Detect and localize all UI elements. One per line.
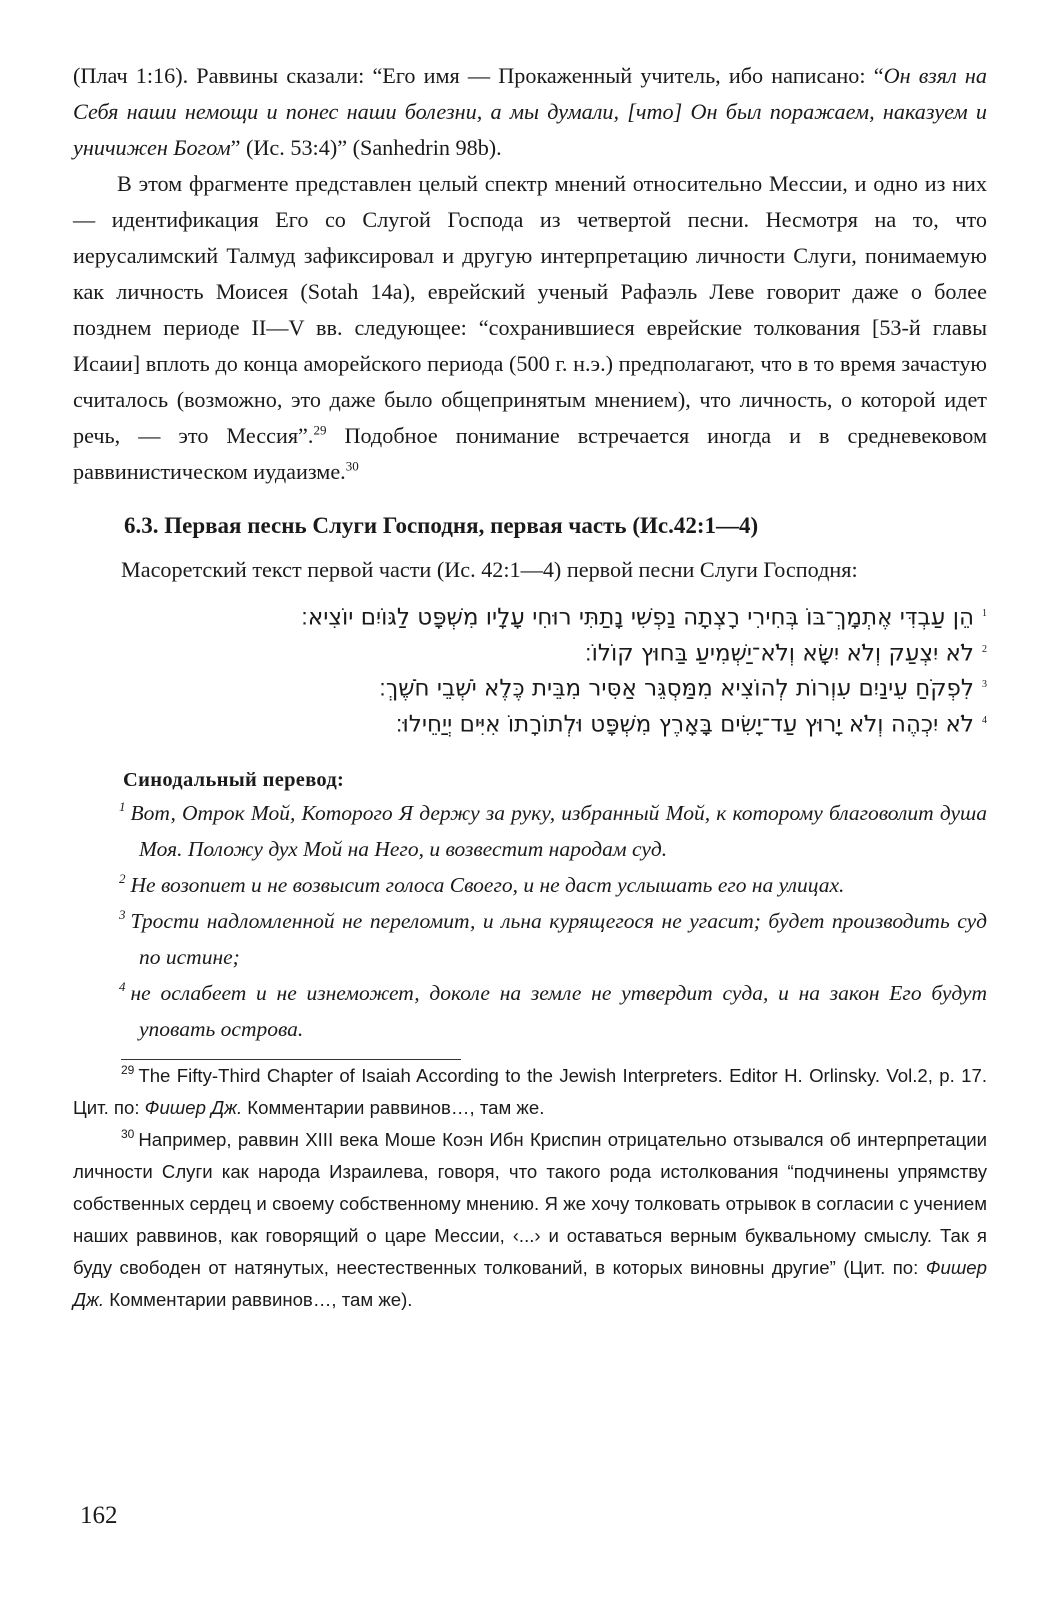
paragraph-1: [73, 58, 987, 166]
verse-text: Вот, Отрок Мой, Которого Я держу за руку, избранный Мой, к которому благоволит душа Моя. Положу дух Мой на Него, и возвестит народам суд.: [130, 800, 987, 861]
hebrew-verse-number: 2: [982, 643, 987, 655]
verse-text: Не возопиет и не возвысит голоса Своего, и не даст услышать его на улицах.: [130, 872, 845, 897]
footnote-author: Фишер Дж.: [73, 1256, 987, 1310]
verse-number: 3: [119, 907, 126, 923]
hebrew-verse-text: הֵן עַבְדִּי אֶתְמָךְ־בּוֹ בְּחִירִי רָצְתָה נַפְשִׁי נָתַתִּי רוּחִי עָלָיו מִשְׁפָּט לַגּוֹיִם יוֹצִיא׃: [301, 604, 974, 631]
footnote-number: 30: [121, 1127, 135, 1142]
verse-text: Трости надломленной не переломит, и льна курящегося не угасит; будет производить суд по истине;: [130, 908, 987, 969]
synodal-verse-2: [73, 867, 987, 903]
verse-number: 2: [119, 871, 126, 887]
hebrew-verse-text: לֹא יִכְהֶה וְלֹא יָרוּץ עַד־יָשִׂים בָּאָרֶץ מִשְׁפָּט וּלְתוֹרָתוֹ אִיִּים יְיַחֵילוּ׃: [395, 711, 974, 738]
intro-text: Масоретский текст первой части (Ис. 42:1—4) первой песни Слуги Господня:: [121, 557, 858, 582]
hebrew-text: [73, 598, 987, 741]
verse-number: 4: [119, 979, 126, 995]
footnote-text-end: Комментарии раввинов…, там же).: [104, 1288, 413, 1310]
hebrew-verse-number: 4: [982, 714, 987, 726]
verse-text: не ослабеет и не изнеможет, доколе на земле не утвердит суда, и на закон Его будут уповать острова.: [130, 980, 987, 1041]
footnote-ref-30[interactable]: 30: [345, 458, 359, 474]
footnote-number: 29: [121, 1063, 135, 1078]
footnote-29: [73, 1060, 987, 1124]
page-number: 162: [80, 1502, 118, 1529]
page-body: [73, 58, 987, 1316]
synodal-heading: Синодальный перевод:: [123, 768, 345, 791]
section-heading: 6.3. Первая песнь Слуги Господня, первая часть (Ис.42:1—4): [124, 513, 759, 538]
para1-text-a: (Плач 1:16). Раввины сказали: “Его имя — Прокаженный учитель, ибо написано: “: [73, 63, 884, 88]
para2-text: В этом фрагменте представлен целый спектр мнений относительно Мессии, и одно из них — идентификация Его со Слугой Господа из четвертой песни. Несмотря на то, что иерусалимский Талмуд зафиксировал и другую интерпретацию личности Слуги, понимаемую как личность Моисея (Sotah 14a), еврейский ученый Рафаэль Леве говорит даже о более позднем периоде II—V вв. следующее: “сохранившиеся еврейские толкования [53-й главы Исаии] вплоть до конца аморейского периода (500 г. н.э.) предполагают, что в то время зачастую считалось (возможно, это даже было общепринятым мнением), что личность, о которой идет речь, — это Мессия”.: [73, 171, 987, 448]
footnote-ref-29[interactable]: 29: [313, 422, 327, 438]
footnote-text: Например, раввин XIII века Моше Коэн Ибн Криспин отрицательно отзывался об интерпретации личности Слуги как народа Израилева, говоря, что такого рода истолкования “подчинены упрямству собственных сердец и своему собственному мнению. Я же хочу толковать отрывок в согласии с учением наших раввинов, как говорящий о царе Мессии, ‹...› и оставаться верным буквальному смыслу. Так я буду свободен от натянутых, неестественных толкований, в которых виновны другие” (Цит. по:: [73, 1128, 987, 1278]
footnote-30: [73, 1124, 987, 1316]
para1-quote: Он взял на Себя наши немощи и понес наши болезни, а мы думали, [что] Он был поражаем, наказуем и уничижен Богом: [73, 63, 987, 160]
hebrew-verse-4: [73, 705, 987, 741]
para1-text-c: ” (Ис. 53:4)” (Sanhedrin 98b).: [230, 135, 502, 160]
verse-number: 1: [119, 799, 126, 815]
hebrew-verse-1: [73, 598, 987, 634]
hebrew-verse-2: [73, 634, 987, 670]
para2-text-2: Подобное понимание встречается иногда и в средневековом раввинистическом иудаизме.: [73, 423, 987, 484]
hebrew-verse-text: לִפְקֹחַ עֵינַיִם עִוְרוֹת לְהוֹצִיא מִמַּסְגֵּר אַסִּיר מִבֵּית כֶּלֶא יֹשְׁבֵי חֹשֶׁךְ׃: [379, 675, 974, 702]
hebrew-verse-text: לֹא יִצְעַק וְלֹא יִשָּׂא וְלֹא־יַשְׁמִיעַ בַּחוּץ קוֹלוֹ׃: [584, 640, 974, 667]
footnote-author: Фишер Дж.: [144, 1096, 243, 1118]
hebrew-verse-3: [73, 669, 987, 705]
hebrew-verse-number: 1: [982, 608, 987, 619]
synodal-verse-3: [73, 903, 987, 975]
footnote-text-end: Комментарии раввинов…, там же.: [242, 1096, 545, 1118]
synodal-verse-4: [73, 975, 987, 1047]
synodal-verse-1: [73, 795, 987, 867]
hebrew-verse-number: 3: [982, 679, 987, 691]
paragraph-2: [73, 166, 987, 490]
footnote-text: The Fifty-Third Chapter of Isaiah According to the Jewish Interpreters. Editor H. Orlinsky. Vol.2, p. 17. Цит. по:: [73, 1064, 987, 1118]
